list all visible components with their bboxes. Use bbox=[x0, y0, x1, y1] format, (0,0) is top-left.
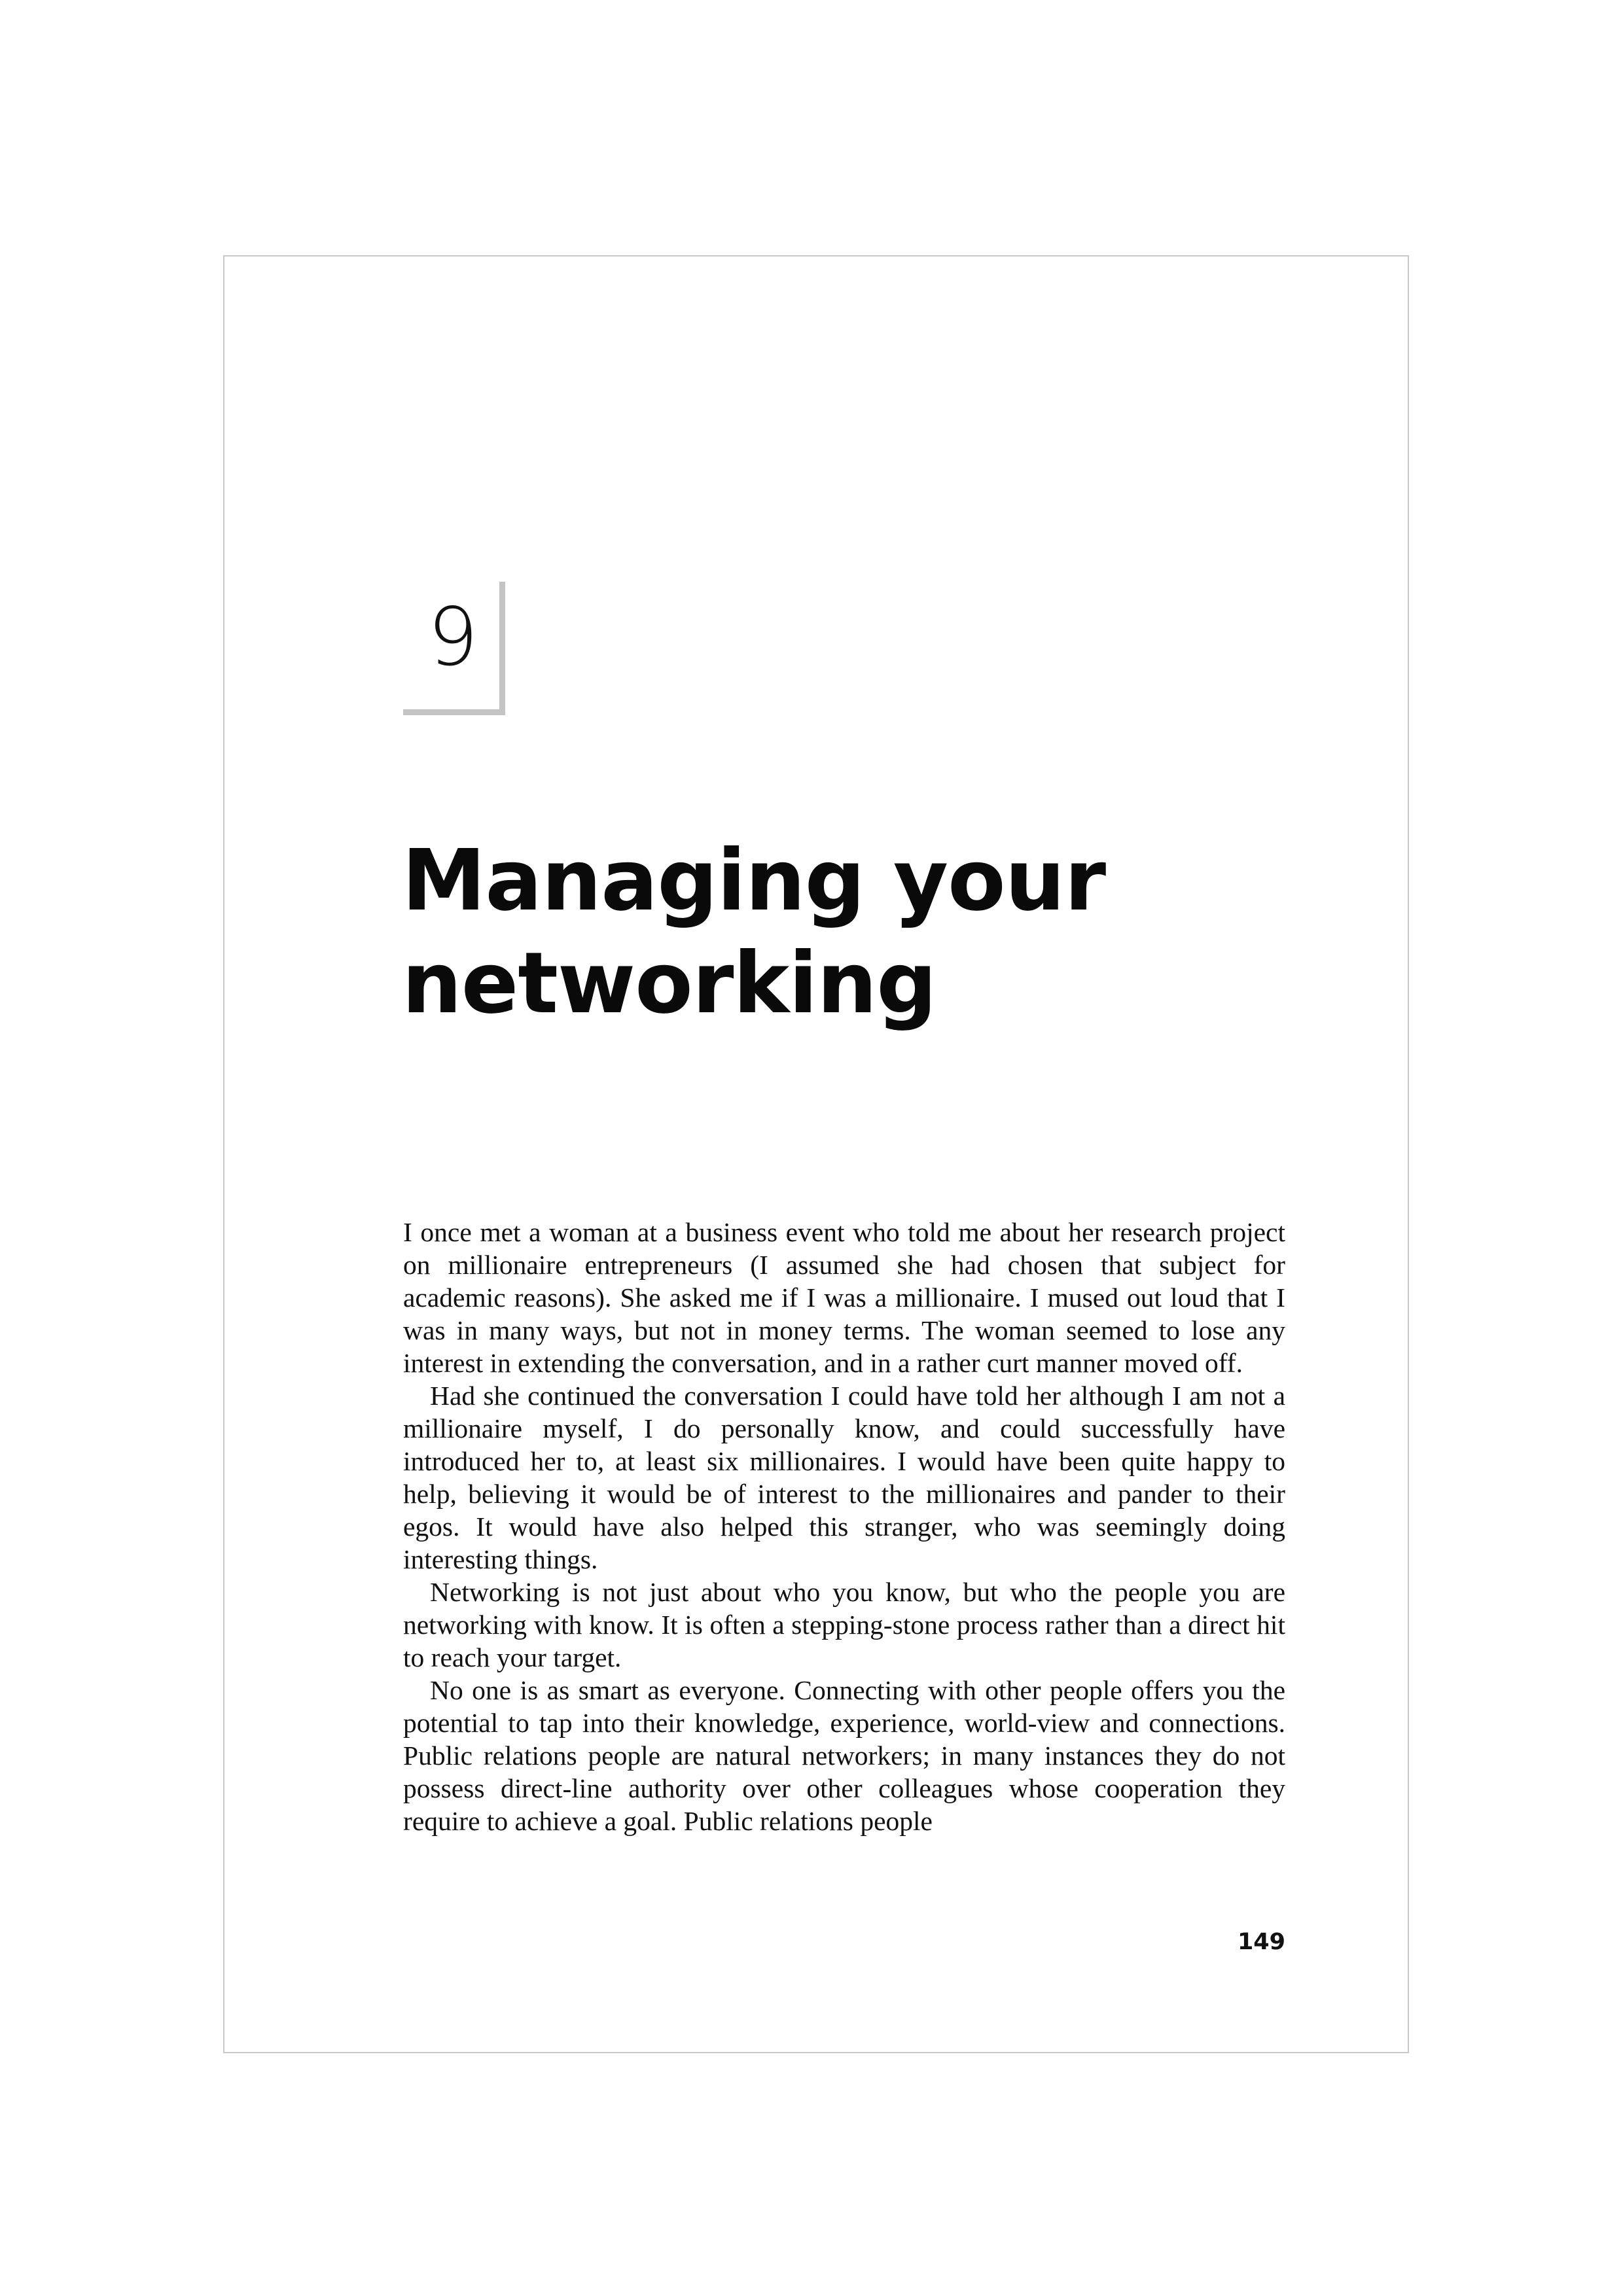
chapter-title-line-1: Managing your bbox=[402, 832, 1106, 930]
chapter-title bbox=[402, 830, 1253, 1035]
page-number: 149 bbox=[1237, 1929, 1285, 1955]
chapter-title-line-2: networking bbox=[402, 934, 936, 1033]
paragraph-4: No one is as smart as everyone. Connecting with other people offers you the potential to tap into their knowledge, experience, world-view and connections. Public relations people are natural networkers; in many instances they do not possess direct-line authority over other colleagues whose cooperation they require to achieve a goal. Public relations people bbox=[403, 1675, 1285, 1836]
body-text bbox=[403, 1216, 1285, 1837]
paragraph-3: Networking is not just about who you know, but who the people you are networking with know. It is often a stepping-stone process rather than a direct hit to reach your target. bbox=[403, 1577, 1285, 1672]
chapter-number-box bbox=[403, 582, 505, 715]
paragraph-1: I once met a woman at a business event who told me about her research project on millionaire entrepreneurs (I assumed she had chosen that subject for academic reasons). She asked me if I was a millionaire. I mused out loud that I was in many ways, but not in money terms. The woman seemed to lose any interest in extending the conversation, and in a rather curt manner moved off. bbox=[403, 1217, 1285, 1378]
chapter-number: 9 bbox=[427, 591, 478, 684]
paragraph-2: Had she continued the conversation I could have told her although I am not a millionaire myself, I do personally know, and could successfully have introduced her to, at least six millionaires. I would have been quite happy to help, believing it would be of interest to the millionaires and pander to their egos. It would have also helped this stranger, who was seemingly doing interesting things. bbox=[403, 1381, 1285, 1574]
